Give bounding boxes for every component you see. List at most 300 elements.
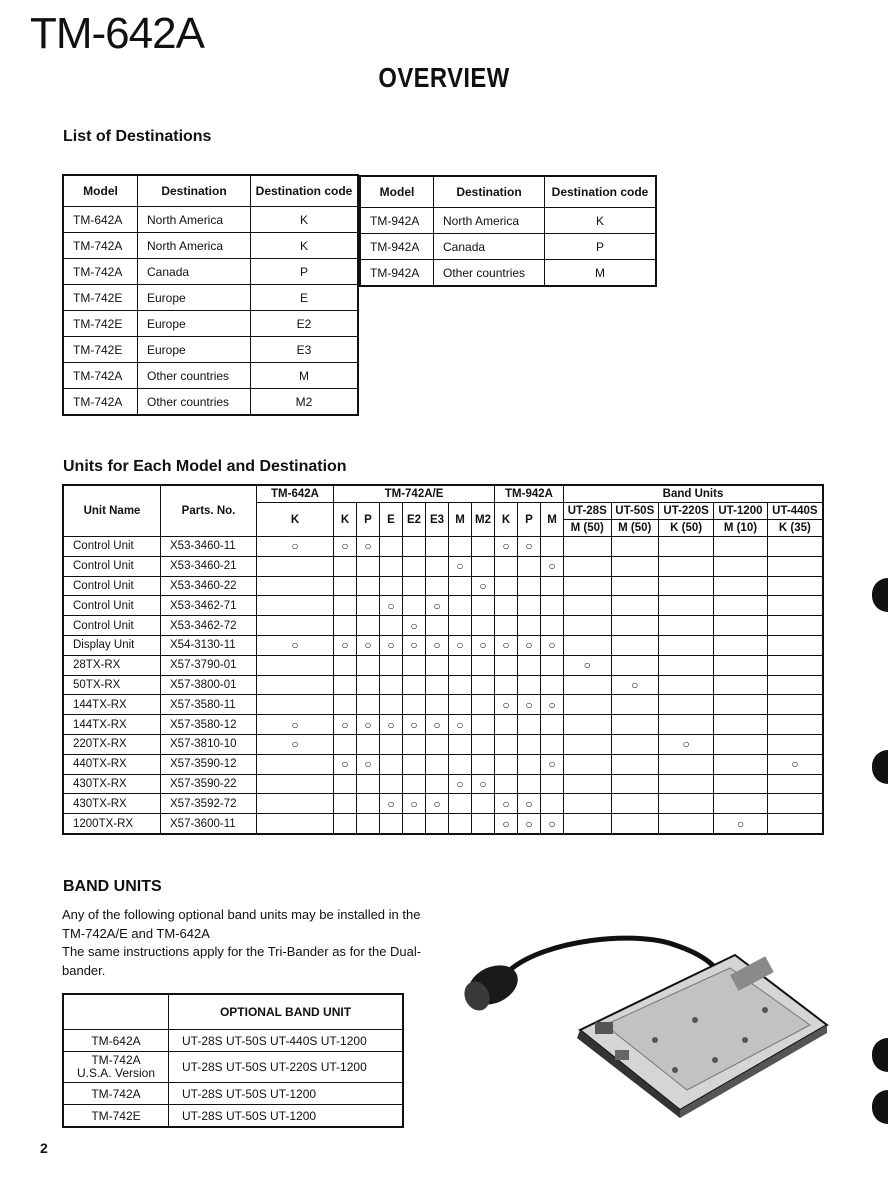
empty-cell [403,537,426,557]
empty-cell [495,576,518,596]
col-destination-code: Destination code [251,175,359,207]
units-heading: Units for Each Model and Destination [63,458,347,475]
empty-cell [426,675,449,695]
cell-parts-no: X54-3130-11 [161,635,257,655]
cell-model: TM-742A [63,259,138,285]
cell-destination: Other countries [434,260,545,287]
empty-cell [611,754,659,774]
cell-parts-no: X57-3590-22 [161,774,257,794]
empty-cell [767,814,823,834]
col-unit-name: Unit Name [63,485,161,537]
empty-cell [472,715,495,735]
table-row [63,794,823,814]
circle-mark: ○ [495,695,518,715]
table-row [63,233,358,259]
cell-parts-no: X53-3462-71 [161,596,257,616]
empty-cell [380,537,403,557]
circle-mark: ○ [257,715,334,735]
band-code-header: M (50) [611,520,659,537]
cell-band-units: UT-28S UT-50S UT-1200 [169,1083,404,1105]
destinations-table-left [62,174,359,416]
empty-cell [449,655,472,675]
dest-code-header: M [449,503,472,537]
empty-cell [564,715,612,735]
empty-cell [518,576,541,596]
circle-mark: ○ [403,616,426,636]
col-optional-band-unit: OPTIONAL BAND UNIT [169,994,404,1030]
cell-destination: Other countries [138,389,251,416]
empty-cell [257,754,334,774]
cell-destination-code: E2 [251,311,359,337]
cell-unit-name: Control Unit [63,616,161,636]
band-name-header: UT-50S [611,503,659,520]
cell-parts-no: X57-3600-11 [161,814,257,834]
band-code-header: K (35) [767,520,823,537]
dest-code-header: E3 [426,503,449,537]
table-row [63,596,823,616]
circle-mark: ○ [380,596,403,616]
empty-cell [714,695,768,715]
table-row [63,754,823,774]
empty-cell [403,774,426,794]
circle-mark: ○ [449,774,472,794]
empty-cell [659,715,714,735]
circle-mark: ○ [518,814,541,834]
empty-cell [564,596,612,616]
empty-cell [564,537,612,557]
empty-cell [611,556,659,576]
empty-cell [564,794,612,814]
cell-destination: North America [434,208,545,234]
table-row [63,814,823,834]
model-version: U.S.A. Version [76,1066,156,1080]
destinations-table-right [359,175,657,287]
empty-cell [564,616,612,636]
empty-cell [714,556,768,576]
dest-code-header: P [518,503,541,537]
empty-cell [403,754,426,774]
empty-cell [472,734,495,754]
table-row [360,234,656,260]
cell-destination: Europe [138,337,251,363]
cell-destination-code: E [251,285,359,311]
empty-cell [426,734,449,754]
group-band-units: Band Units [564,485,824,503]
empty-cell [449,754,472,774]
empty-cell [495,734,518,754]
empty-cell [659,635,714,655]
empty-cell [357,734,380,754]
empty-cell [659,655,714,675]
empty-cell [518,774,541,794]
empty-cell [659,576,714,596]
empty-cell [659,596,714,616]
circle-mark: ○ [767,754,823,774]
cell-parts-no: X53-3460-11 [161,537,257,557]
table-row [63,1030,403,1052]
cell-model: TM-942A [360,260,434,287]
empty-cell [357,794,380,814]
circle-mark: ○ [403,635,426,655]
empty-cell [541,596,564,616]
circle-mark: ○ [380,635,403,655]
col-model: Model [63,175,138,207]
optional-band-unit-table [62,993,404,1128]
cell-destination: North America [138,233,251,259]
section-tab-marker [872,1090,888,1124]
empty-cell [449,576,472,596]
circle-mark: ○ [426,635,449,655]
empty-cell [357,556,380,576]
cell-destination: Canada [434,234,545,260]
dest-code-header: E2 [403,503,426,537]
empty-cell [257,596,334,616]
empty-cell [357,596,380,616]
empty-cell [541,576,564,596]
destinations-heading: List of Destinations [63,128,212,145]
empty-cell [564,556,612,576]
dest-code-header: K [257,503,334,537]
empty-cell [611,695,659,715]
dest-code-header: M2 [472,503,495,537]
circle-mark: ○ [518,794,541,814]
cell-unit-name: 144TX-RX [63,715,161,735]
empty-cell [611,774,659,794]
cell-model: TM-742E [63,285,138,311]
empty-cell [257,695,334,715]
circle-mark: ○ [426,794,449,814]
dest-code-header: K [495,503,518,537]
empty-cell [426,774,449,794]
circle-mark: ○ [495,537,518,557]
empty-cell [472,655,495,675]
empty-cell [518,675,541,695]
cell-destination: North America [138,207,251,233]
empty-cell [564,734,612,754]
empty-cell [767,537,823,557]
table-row [360,208,656,234]
circle-mark: ○ [380,794,403,814]
empty-cell [767,635,823,655]
table-row [63,1083,403,1105]
cell-unit-name: Control Unit [63,537,161,557]
empty-cell [767,734,823,754]
circle-mark: ○ [541,556,564,576]
empty-cell [426,695,449,715]
circle-mark: ○ [714,814,768,834]
table-row [63,1052,403,1083]
cell-parts-no: X57-3790-01 [161,655,257,675]
cell-parts-no: X57-3590-12 [161,754,257,774]
circle-mark: ○ [472,576,495,596]
empty-cell [334,655,357,675]
empty-cell [518,734,541,754]
empty-cell [380,695,403,715]
table-row [63,207,358,233]
empty-cell [334,596,357,616]
empty-cell [659,675,714,695]
empty-cell [472,537,495,557]
empty-cell [357,655,380,675]
circle-mark: ○ [564,655,612,675]
cell-model: TM-642A [63,207,138,233]
empty-cell [426,537,449,557]
empty-cell [257,616,334,636]
empty-cell [472,754,495,774]
cell-band-units: UT-28S UT-50S UT-1200 [169,1105,404,1128]
empty-cell [449,734,472,754]
empty-cell [449,695,472,715]
units-header-row-1 [63,485,823,503]
cell-parts-no: X57-3592-72 [161,794,257,814]
empty-cell [403,655,426,675]
empty-cell [659,794,714,814]
cell-destination-code: M [545,260,657,287]
empty-cell [767,616,823,636]
empty-cell [257,814,334,834]
empty-cell [257,794,334,814]
circle-mark: ○ [659,734,714,754]
empty-cell [564,635,612,655]
empty-cell [380,754,403,774]
table-row [63,635,823,655]
circle-mark: ○ [495,635,518,655]
model-title: TM-642A [30,9,204,58]
empty-cell [541,616,564,636]
empty-cell [403,556,426,576]
cell-unit-name: 220TX-RX [63,734,161,754]
table-header-row [360,176,656,208]
col-model-empty [63,994,169,1030]
group-tm742ae: TM-742A/E [334,485,495,503]
empty-cell [564,695,612,715]
empty-cell [426,576,449,596]
empty-cell [659,774,714,794]
col-destination: Destination [434,176,545,208]
cell-destination-code: M [251,363,359,389]
empty-cell [564,814,612,834]
cell-model [63,1083,169,1105]
empty-cell [541,675,564,695]
empty-cell [334,814,357,834]
band-units-para-2: The same instructions apply for the Tri-Bander as for the Dual-bander. [62,944,422,978]
table-row [360,260,656,287]
empty-cell [334,675,357,695]
circle-mark: ○ [380,715,403,735]
model-name: TM-742E [91,1108,141,1123]
model-name: TM-742A [91,1086,141,1101]
empty-cell [426,616,449,636]
circle-mark: ○ [334,537,357,557]
circle-mark: ○ [257,635,334,655]
empty-cell [257,655,334,675]
empty-cell [564,675,612,695]
cell-model [63,1105,169,1128]
empty-cell [767,794,823,814]
cell-model: TM-942A [360,234,434,260]
cell-destination-code: K [251,233,359,259]
empty-cell [714,675,768,695]
empty-cell [564,754,612,774]
empty-cell [403,695,426,715]
cell-unit-name: 144TX-RX [63,695,161,715]
empty-cell [564,774,612,794]
empty-cell [767,556,823,576]
empty-cell [611,635,659,655]
empty-cell [334,556,357,576]
empty-cell [334,774,357,794]
empty-cell [380,556,403,576]
empty-cell [426,754,449,774]
group-tm942a: TM-942A [495,485,564,503]
cell-band-units: UT-28S UT-50S UT-440S UT-1200 [169,1030,404,1052]
table-row [63,556,823,576]
circle-mark: ○ [257,537,334,557]
table-row [63,774,823,794]
empty-cell [334,576,357,596]
empty-cell [403,596,426,616]
empty-cell [495,596,518,616]
empty-cell [380,655,403,675]
empty-cell [403,734,426,754]
model-name: TM-642A [91,1033,141,1048]
cell-parts-no: X57-3810-10 [161,734,257,754]
model-name: TM-742A [91,1053,141,1067]
empty-cell [495,774,518,794]
empty-cell [611,734,659,754]
cell-destination-code: M2 [251,389,359,416]
empty-cell [449,596,472,616]
band-name-header: UT-1200 [714,503,768,520]
table-row [63,1105,403,1128]
empty-cell [426,556,449,576]
empty-cell [611,576,659,596]
band-units-para-1: Any of the following optional band units may be installed in the TM-742A/E and TM-642A [62,907,421,941]
empty-cell [495,715,518,735]
table-header-row [63,175,358,207]
empty-cell [541,537,564,557]
cell-destination-code: P [545,234,657,260]
circle-mark: ○ [403,715,426,735]
empty-cell [767,774,823,794]
empty-cell [611,655,659,675]
empty-cell [495,616,518,636]
empty-cell [518,596,541,616]
cell-model [63,1030,169,1052]
circle-mark: ○ [518,635,541,655]
group-tm642a: TM-642A [257,485,334,503]
empty-cell [767,715,823,735]
cell-destination: Canada [138,259,251,285]
empty-cell [257,675,334,695]
empty-cell [357,576,380,596]
empty-cell [380,814,403,834]
empty-cell [659,814,714,834]
circle-mark: ○ [495,794,518,814]
empty-cell [257,556,334,576]
table-row [63,363,358,389]
empty-cell [449,616,472,636]
units-table [62,484,824,835]
empty-cell [518,655,541,675]
empty-cell [714,537,768,557]
cell-unit-name: 28TX-RX [63,655,161,675]
cell-model: TM-742A [63,233,138,259]
section-tab-marker [872,750,888,784]
table-row [63,655,823,675]
empty-cell [403,814,426,834]
empty-cell [611,794,659,814]
table-row [63,675,823,695]
empty-cell [611,715,659,735]
empty-cell [659,556,714,576]
cell-unit-name: 430TX-RX [63,774,161,794]
band-name-header: UT-220S [659,503,714,520]
cell-unit-name: Control Unit [63,596,161,616]
cell-destination-code: E3 [251,337,359,363]
cell-unit-name: 430TX-RX [63,794,161,814]
cell-parts-no: X57-3800-01 [161,675,257,695]
circle-mark: ○ [357,754,380,774]
table-row [63,576,823,596]
circle-mark: ○ [449,715,472,735]
empty-cell [518,715,541,735]
empty-cell [449,794,472,814]
band-code-header: M (50) [564,520,612,537]
empty-cell [767,695,823,715]
empty-cell [334,695,357,715]
empty-cell [714,635,768,655]
cell-model [63,1052,169,1083]
empty-cell [767,596,823,616]
circle-mark: ○ [357,635,380,655]
empty-cell [257,576,334,596]
cell-parts-no: X53-3460-21 [161,556,257,576]
empty-cell [449,814,472,834]
empty-cell [611,616,659,636]
empty-cell [472,616,495,636]
empty-cell [380,774,403,794]
cell-destination-code: K [251,207,359,233]
empty-cell [495,556,518,576]
cell-unit-name: Control Unit [63,576,161,596]
dest-code-header: E [380,503,403,537]
circle-mark: ○ [518,537,541,557]
circle-mark: ○ [257,734,334,754]
empty-cell [714,576,768,596]
dest-code-header: P [357,503,380,537]
cell-parts-no: X57-3580-12 [161,715,257,735]
empty-cell [403,675,426,695]
empty-cell [541,715,564,735]
circle-mark: ○ [449,635,472,655]
empty-cell [403,576,426,596]
empty-cell [380,734,403,754]
band-name-header: UT-440S [767,503,823,520]
table-header-row [63,994,403,1030]
col-destination: Destination [138,175,251,207]
table-row [63,311,358,337]
empty-cell [541,774,564,794]
circle-mark: ○ [357,715,380,735]
band-name-header: UT-28S [564,503,612,520]
page-title: OVERVIEW [378,62,510,93]
table-row [63,389,358,416]
empty-cell [495,754,518,774]
cell-destination-code: K [545,208,657,234]
empty-cell [611,596,659,616]
circle-mark: ○ [426,715,449,735]
